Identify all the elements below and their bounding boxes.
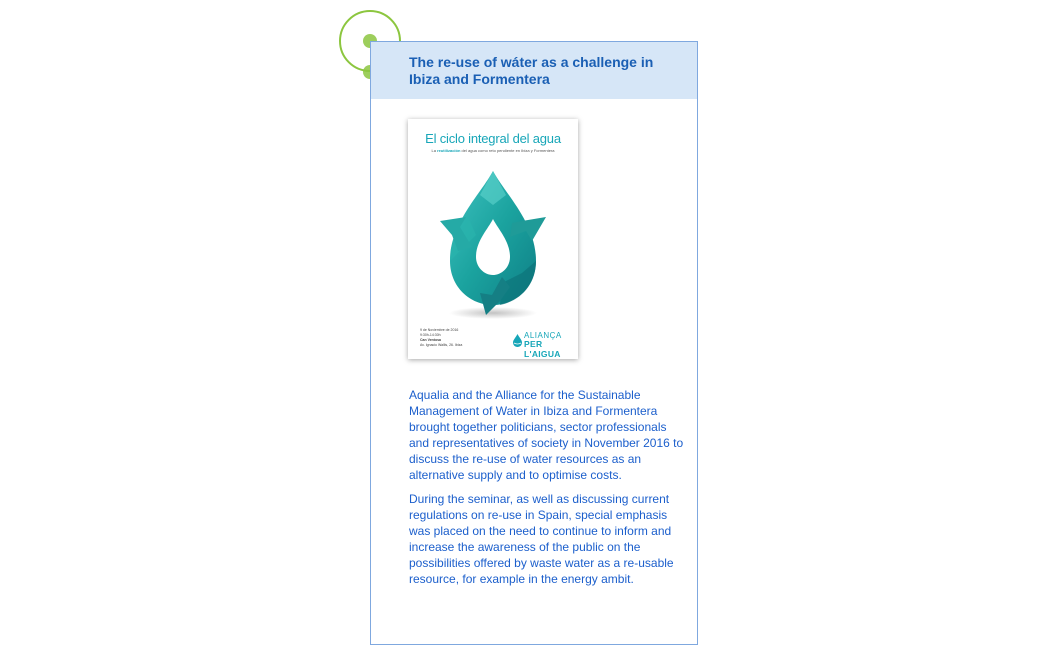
paragraph-2: During the seminar, as well as discussing current regulations on re-use in Spain, special emphasis was placed on the need to continue to inform and increase the awareness of the public on the possibilities offered by waste water as a re-usable resource, for example in the energy ambit. [409,492,674,586]
logo-drop-icon [512,334,523,347]
card-header [371,42,697,99]
cover-title: El ciclo integral del agua [425,131,561,146]
recycling-drop-icon [436,165,550,321]
article-body [409,387,689,595]
article-card [370,41,698,645]
cover-event-info: 9 de Noviembre de 2016 9:30h-14:30h Can Ventosa Av. Ignacio Wallis, 26. Ibiza [420,328,463,347]
card-title: The re-use of wáter as a challenge in Ibiza and Formentera [409,54,654,87]
cover-subtitle: La reutilización del agua como reto pendiente en Ibiza y Formentera [431,148,555,153]
brochure-cover-image [408,119,578,359]
alianca-logo: ALIANÇA PER L'AIGUA [512,331,568,351]
paragraph-1: Aqualia and the Alliance for the Sustainable Management of Water in Ibiza and Formentera brought together politicians, sector professionals and representatives of society in November 2016 to discuss the re-use of water resources as an alternative supply and to optimise costs. [409,388,684,482]
